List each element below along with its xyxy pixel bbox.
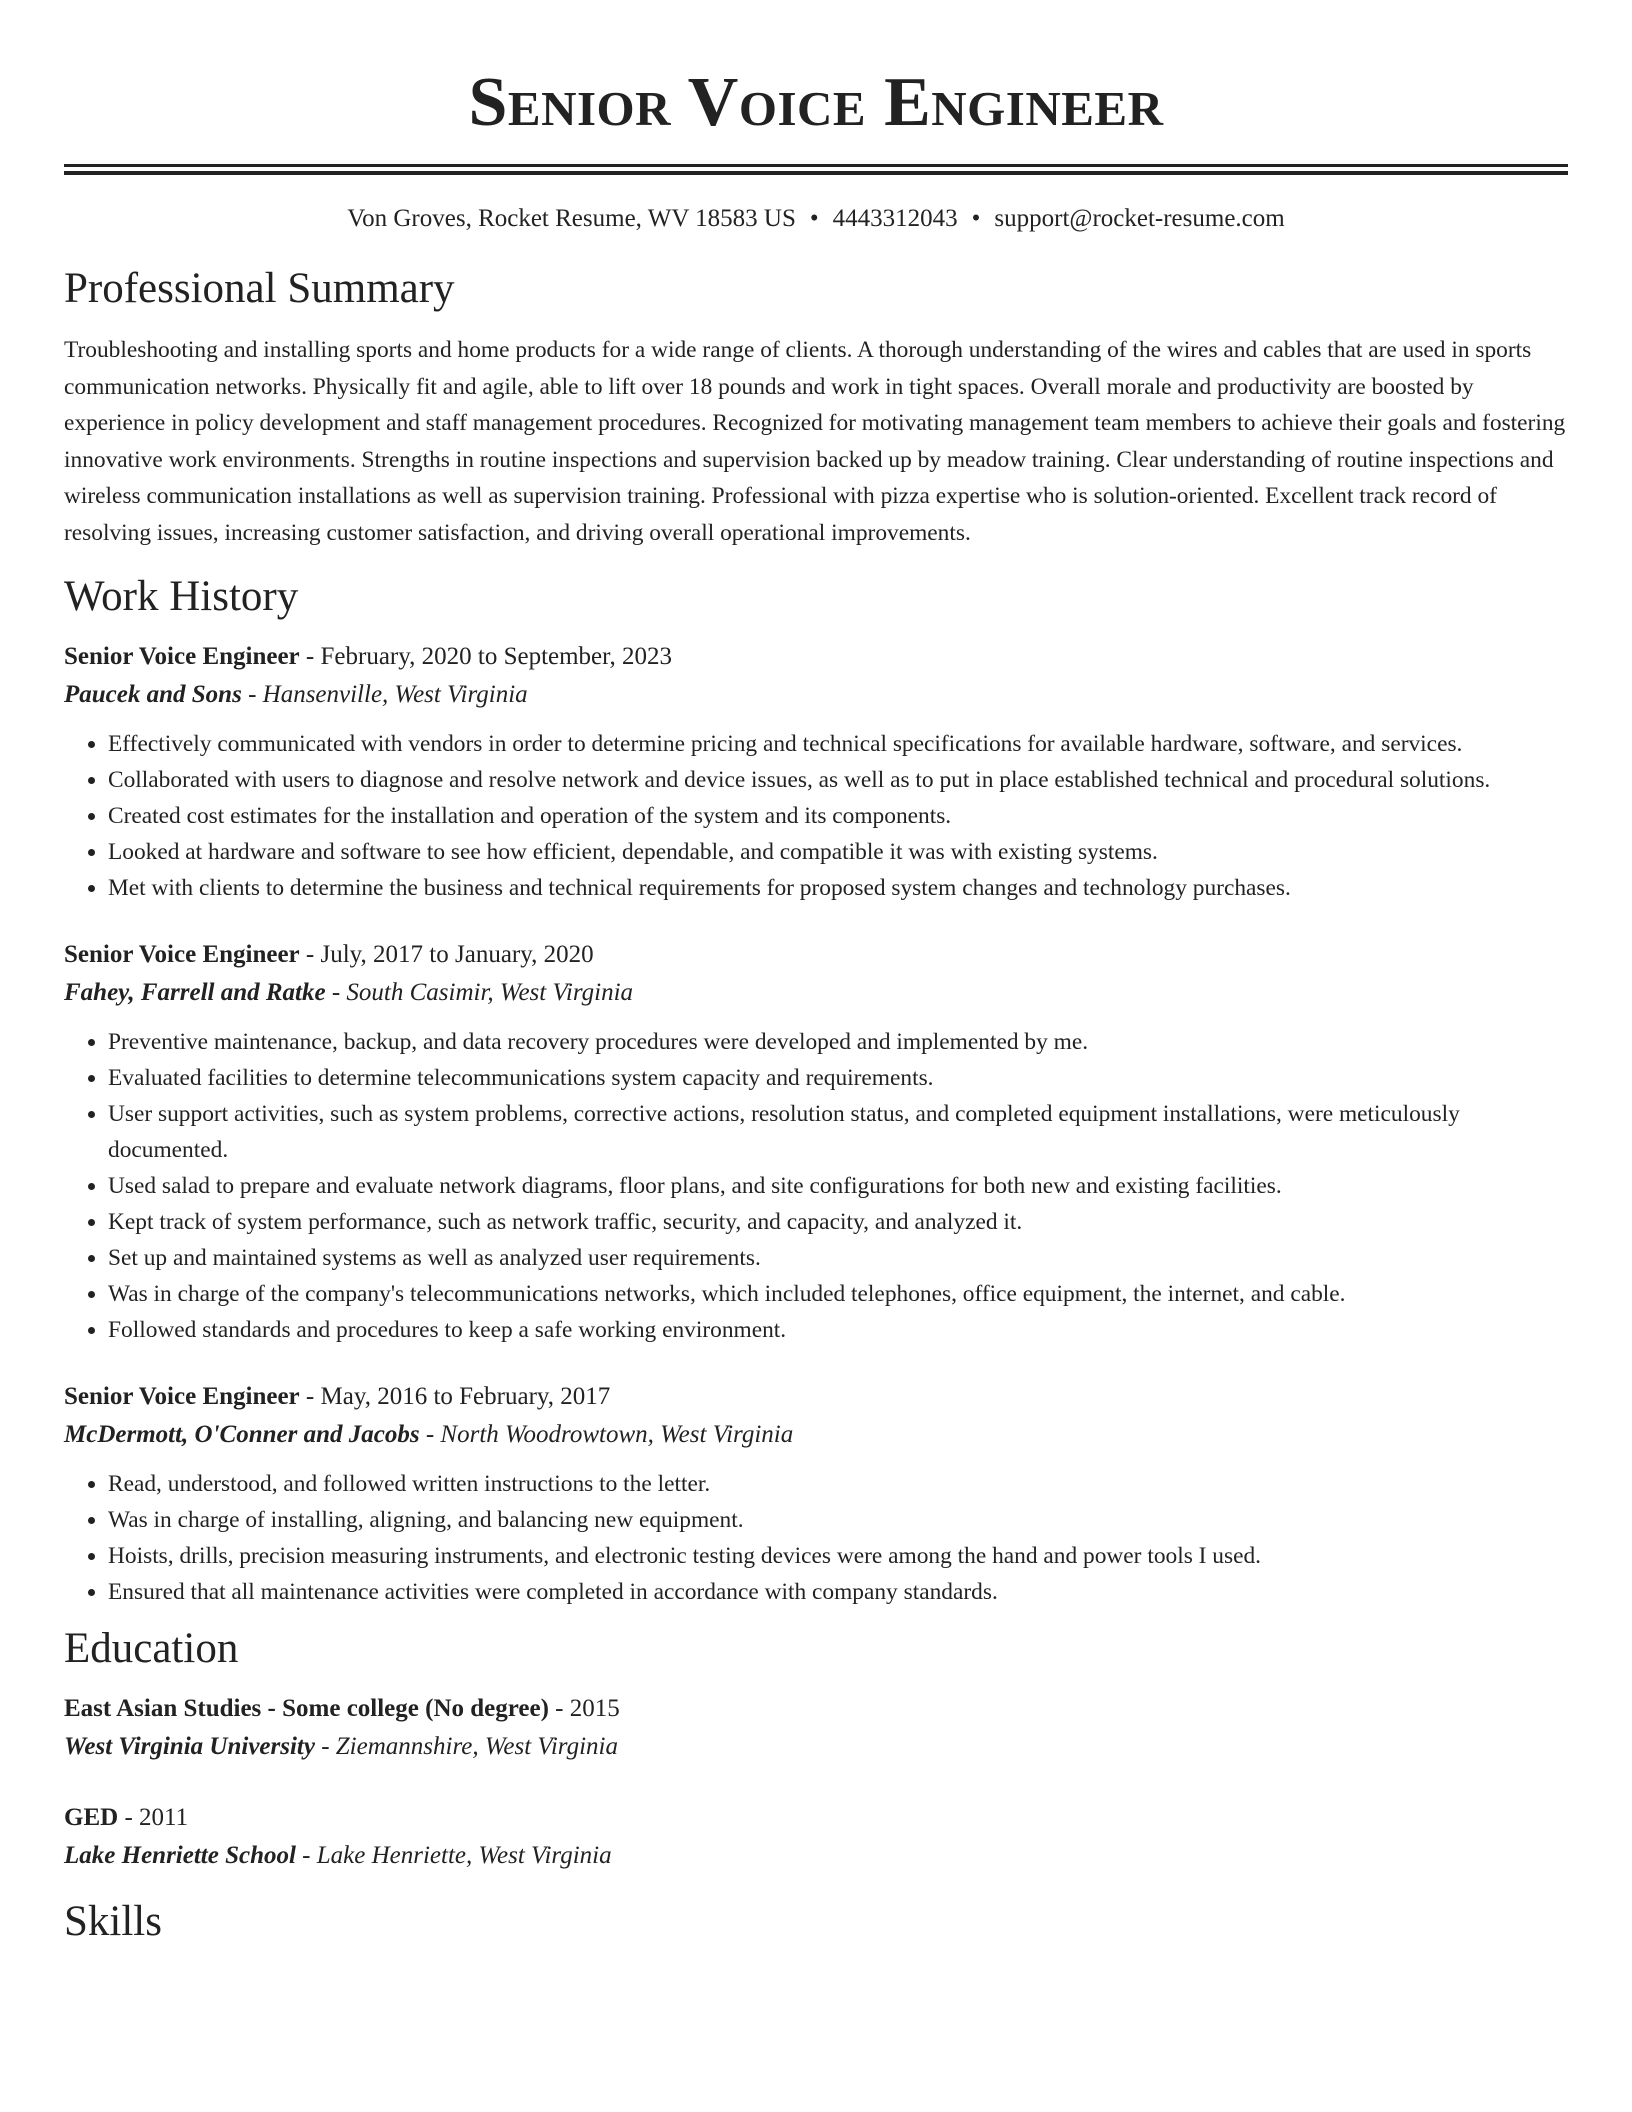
contact-separator: • [809, 205, 819, 232]
list-item: • Used salad to prepare and evaluate network diagrams, floor plans, and site configurations for both new and existing facilities. [108, 1168, 1568, 1204]
title-divider [64, 164, 1568, 175]
education-degree-line: GED - 2011 [64, 1803, 189, 1831]
list-item: • Preventive maintenance, backup, and data recovery procedures were developed and implemented by me. [108, 1024, 1568, 1060]
job-company-line: Fahey, Farrell and Ratke - South Casimir, West Virginia [64, 978, 634, 1006]
education-year: 2011 [139, 1803, 189, 1831]
education-entry [64, 1799, 1568, 1875]
job-location: South Casimir, West Virginia [346, 978, 634, 1006]
list-item: • Ensured that all maintenance activities were completed in accordance with company standards. [108, 1574, 1568, 1610]
resume-title: Senior Voice Engineer [468, 64, 1164, 141]
education-year: 2015 [569, 1694, 620, 1722]
education-school: Lake Henriette School [64, 1841, 296, 1869]
summary-heading: Professional Summary [64, 265, 455, 312]
job-bullet-list [64, 1024, 1568, 1348]
job-title-line: Senior Voice Engineer - May, 2016 to February, 2017 [64, 1382, 611, 1410]
job-entry [64, 638, 1568, 906]
education-entry [64, 1690, 1568, 1766]
job-location: North Woodrowtown, West Virginia [440, 1420, 794, 1448]
job-title-line: Senior Voice Engineer - July, 2017 to January, 2020 [64, 940, 594, 968]
contact-separator: • [971, 205, 981, 232]
job-dates: February, 2020 to September, 2023 [320, 642, 672, 670]
list-item: • Was in charge of installing, aligning, and balancing new equipment. [108, 1502, 1568, 1538]
list-item: • Collaborated with users to diagnose and resolve network and device issues, as well as to put in place established technical and procedural solutions. [108, 762, 1568, 798]
job-bullet-list [64, 726, 1568, 906]
job-company-line: Paucek and Sons - Hansenville, West Virginia [64, 680, 528, 708]
contact-line [64, 203, 1568, 235]
summary-text: Troubleshooting and installing sports and home products for a wide range of clients. A thorough understanding of the wires and cables that are used in sports communication networks. Physically fit and agile, able to lift over 18 pounds and work in tight spaces. Overall morale and productivity are boosted by experience in policy development and staff management procedures. Recognized for motivating management team members to achieve their goals and fostering innovative work environments. Strengths in routine inspections and supervision backed up by meadow training. Clear understanding of routine inspections and wireless communication installations as well as supervision training. Professional with pizza expertise who is solution-oriented. Excellent track record of resolving issues, increasing customer satisfaction, and driving overall operational improvements. [64, 337, 1566, 546]
list-item: • Kept track of system performance, such as network traffic, security, and capacity, and analyzed it. [108, 1204, 1568, 1240]
list-item: • Effectively communicated with vendors in order to determine pricing and technical specifications for available hardware, software, and services. [108, 726, 1568, 762]
education-school-line: Lake Henriette School - Lake Henriette, West Virginia [64, 1841, 612, 1869]
education-location: Ziemannshire, West Virginia [335, 1732, 618, 1760]
job-company-line: McDermott, O'Conner and Jacobs - North Woodrowtown, West Virginia [64, 1420, 794, 1448]
job-entry [64, 1378, 1568, 1610]
job-dates: July, 2017 to January, 2020 [320, 940, 594, 968]
list-item: • Read, understood, and followed written instructions to the letter. [108, 1466, 1568, 1502]
job-bullet-list [64, 1466, 1568, 1610]
job-company: McDermott, O'Conner and Jacobs [64, 1420, 420, 1448]
job-role: Senior Voice Engineer [64, 940, 300, 968]
list-item: • Evaluated facilities to determine telecommunications system capacity and requirements. [108, 1060, 1568, 1096]
skills-heading: Skills [64, 1897, 162, 1945]
education-school: West Virginia University [64, 1732, 315, 1760]
contact-email: support@rocket-resume.com [994, 205, 1285, 232]
list-item: • Followed standards and procedures to keep a safe working environment. [108, 1312, 1568, 1348]
list-item: • User support activities, such as system problems, corrective actions, resolution status, and completed equipment installations, were meticulously documented. [108, 1096, 1568, 1168]
list-item: • Created cost estimates for the installation and operation of the system and its components. [108, 798, 1568, 834]
list-item: • Looked at hardware and software to see how efficient, dependable, and compatible it was with existing systems. [108, 834, 1568, 870]
education-degree: GED [64, 1803, 119, 1831]
job-role: Senior Voice Engineer [64, 642, 300, 670]
list-item: • Set up and maintained systems as well as analyzed user requirements. [108, 1240, 1568, 1276]
list-item: • Met with clients to determine the business and technical requirements for proposed system changes and technology purchases. [108, 870, 1568, 906]
list-item: • Hoists, drills, precision measuring instruments, and electronic testing devices were among the hand and power tools I used. [108, 1538, 1568, 1574]
education-location: Lake Henriette, West Virginia [316, 1841, 612, 1869]
job-title-line: Senior Voice Engineer - February, 2020 to September, 2023 [64, 642, 672, 670]
job-company: Paucek and Sons [64, 680, 242, 708]
list-item: • Was in charge of the company's telecommunications networks, which included telephones, office equipment, the internet, and cable. [108, 1276, 1568, 1312]
job-entry [64, 936, 1568, 1348]
contact-address: Von Groves, Rocket Resume, WV 18583 US [347, 205, 796, 232]
education-heading: Education [64, 1624, 239, 1672]
job-role: Senior Voice Engineer [64, 1382, 300, 1410]
job-company: Fahey, Farrell and Ratke [64, 978, 326, 1006]
contact-phone: 4443312043 [832, 205, 958, 232]
education-degree: East Asian Studies - Some college (No degree) [64, 1694, 549, 1722]
education-school-line: West Virginia University - Ziemannshire, West Virginia [64, 1732, 618, 1760]
job-location: Hansenville, West Virginia [262, 680, 528, 708]
work-history-heading: Work History [64, 572, 299, 620]
education-degree-line: East Asian Studies - Some college (No degree) - 2015 [64, 1694, 620, 1722]
job-dates: May, 2016 to February, 2017 [320, 1382, 611, 1410]
